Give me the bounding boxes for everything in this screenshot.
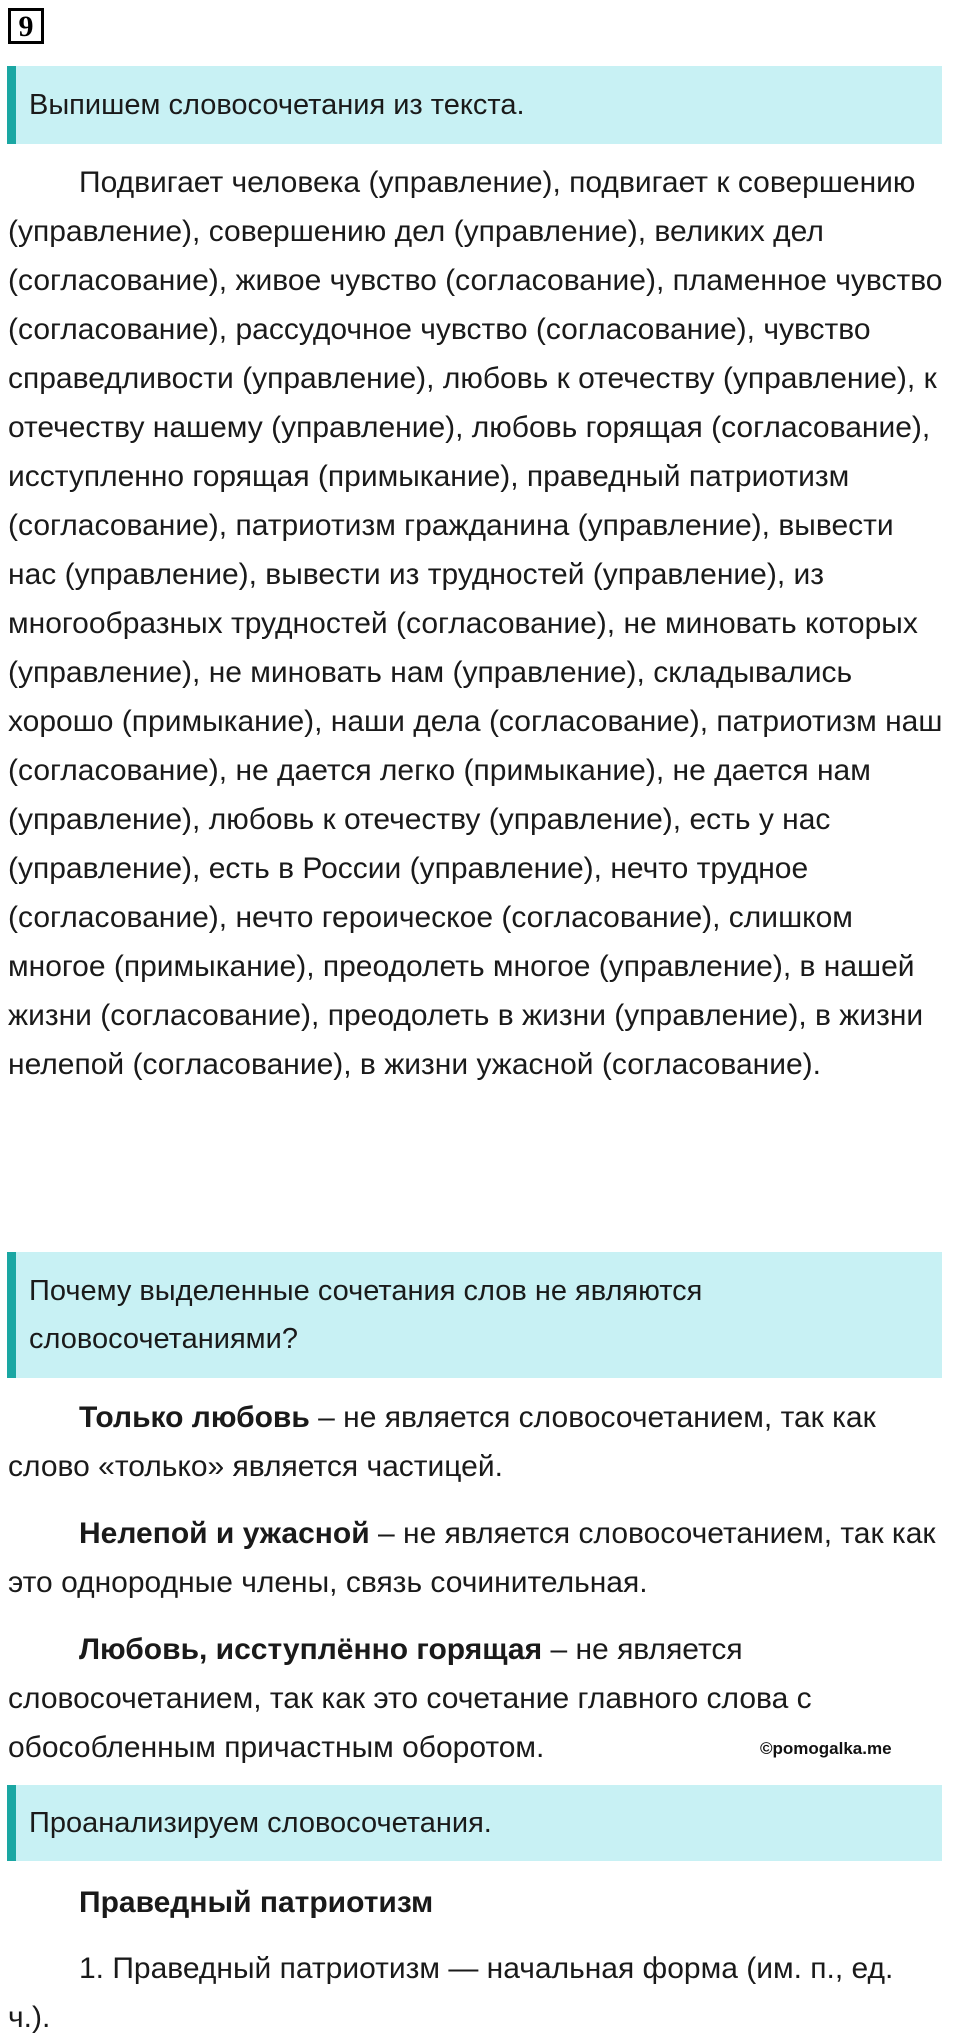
phrases-paragraph: Подвигает человека (управление), подвигает к совершению (управление), совершению дел (управление), великих дел (согласование), живое чувство (согласование), пламенное чувство (согласование), рассудочное чувство (согласование), чувство справедливости (управление), любовь к отечеству (управление), к отечеству нашему (управление), любовь горящая (согласование), исступленно горящая (примыкание), праведный патриотизм (согласование), патриотизм гражданина (управление), вывести нас (управление), вывести из трудностей (управление), из многообразных трудностей (согласование), не миновать которых (управление), не миновать нам (управление), складывались хорошо (примыкание), наши дела (согласование), патриотизм наш (согласование), не дается легко (примыкание), не дается нам (управление), любовь к отечеству (управление), есть у нас (управление), есть в России (управление), нечто трудное (согласование), нечто героическое (согласование), слишком многое (примыкание), преодолеть многое (управление), в нашей жизни (согласование), преодолеть в жизни (управление), в жизни нелепой (согласование), в жизни ужасной (согласование). [8,166,943,1081]
answer-term: Только любовь [79,1401,310,1434]
banner-text: Почему выделенные сочетания слов не являются словосочетаниями? [29,1275,703,1355]
answer-paragraph-1 [8,1393,948,1491]
banner-text: Проанализируем словосочетания. [29,1806,492,1839]
answer-explanation: – не является словосочетанием, так как это однородные члены, связь сочинительная. [8,1517,936,1599]
answer-explanation: – не является словосочетанием, так как слово «только» является частицей. [8,1401,876,1483]
answer-term: Любовь, исступлённо горящая [79,1633,543,1666]
analysis-heading: Праведный патриотизм [79,1886,434,1919]
task-number-badge: 9 [8,8,44,44]
banner-text: Выпишем словосочетания из текста. [29,88,525,121]
answer-term: Нелепой и ужасной [79,1517,370,1550]
banner-write-out-phrases [7,66,942,144]
banner-question [7,1252,942,1378]
analysis-line-1: 1. Праведный патриотизм — начальная форма (им. п., ед. ч.). [8,1952,894,2034]
answer-explanation: – не является словосочетанием, так как это сочетание главного слова с обособленным причастным оборотом. [8,1633,812,1764]
watermark: ©pomogalka.me [760,1739,892,1758]
banner-analyze [7,1785,942,1861]
answer-paragraph-2 [8,1509,948,1607]
